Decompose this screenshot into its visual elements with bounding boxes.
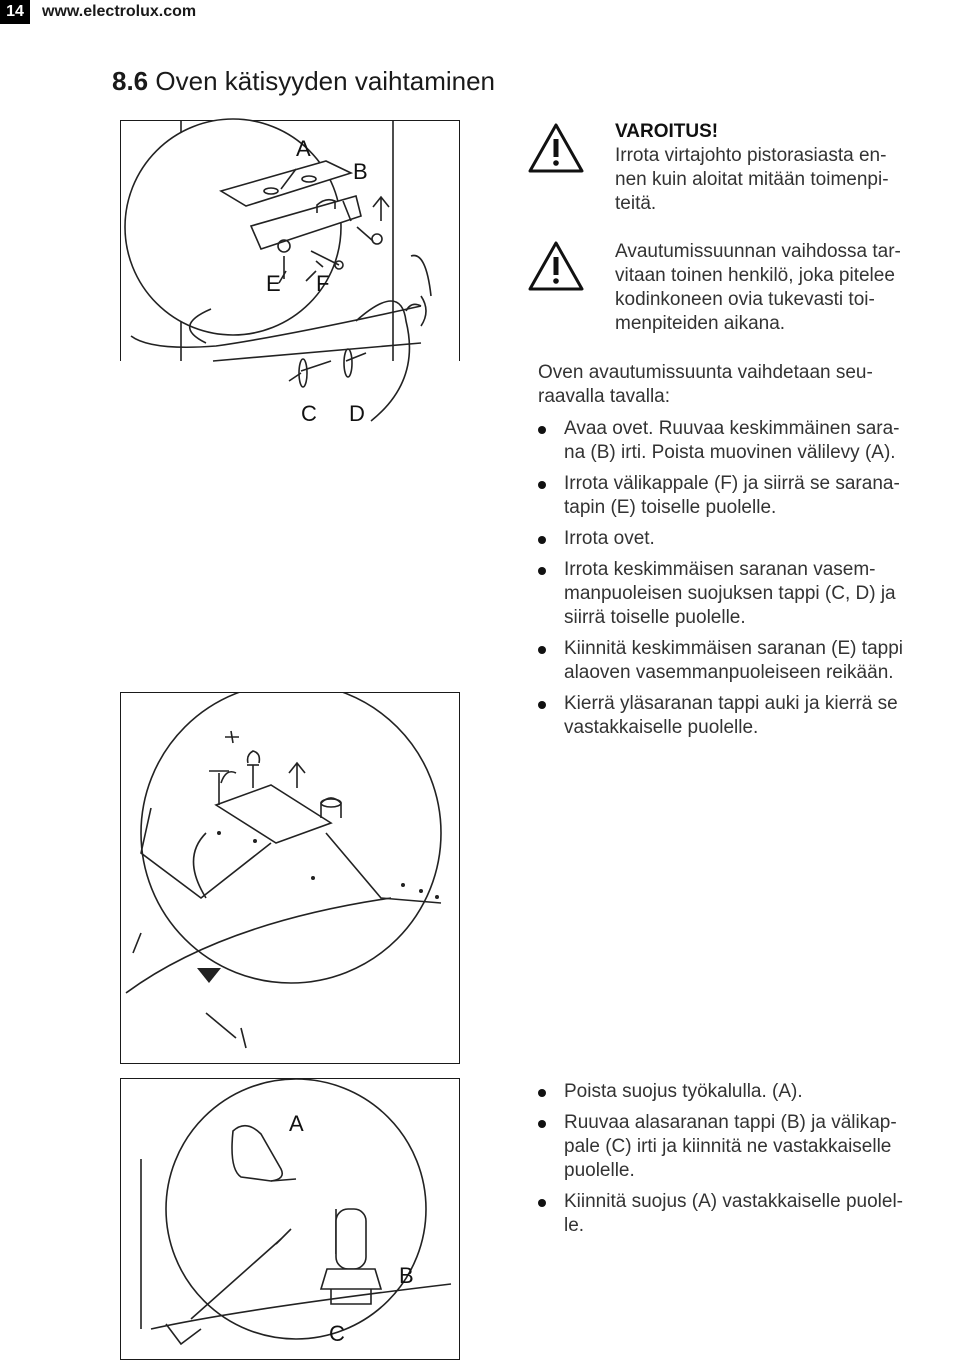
list-item (538, 527, 903, 551)
warning-line: menpiteiden aikana. (615, 313, 786, 334)
warning-triangle-icon (527, 122, 585, 174)
warning-icon-1 (527, 122, 585, 179)
warning-icon-2 (527, 240, 585, 297)
instructions-part-2 (538, 1080, 903, 1245)
warning-block-2 (615, 240, 901, 336)
list-item (538, 472, 903, 520)
list-item-line: Irrota ovet. (564, 528, 655, 549)
list-item-line: manpuoleisen suojuksen tappi (C, D) ja (564, 583, 896, 604)
instructions-part-1 (538, 361, 903, 747)
label-c: C (301, 401, 317, 426)
label-a: A (289, 1111, 304, 1136)
label-e: E (266, 271, 281, 296)
middle-hinge-illustration (121, 121, 459, 481)
list-item-line: tapin (E) toiselle puolelle. (564, 497, 777, 518)
warning-triangle-icon (527, 240, 585, 292)
list-item-line: Kiinnitä suojus (A) vastakkaiselle puolel- (564, 1191, 903, 1212)
figure-middle-hinge (120, 120, 460, 426)
label-a: A (296, 136, 311, 161)
warning-line: kodinkoneen ovia tukevasti toi- (615, 289, 875, 310)
label-d: D (349, 401, 365, 426)
warning-line: vitaan toinen henkilö, joka pitelee (615, 265, 895, 286)
list-item-line: Kierrä yläsaranan tappi auki ja kierrä se (564, 693, 898, 714)
warning-line: teitä. (615, 193, 657, 214)
warning-block-1 (615, 120, 889, 216)
label-f: F (316, 271, 330, 296)
list-item-line: Avaa ovet. Ruuvaa keskimmäinen sara- (564, 418, 900, 439)
list-item-line: le. (564, 1215, 585, 1236)
list-item-line: Ruuvaa alasaranan tappi (B) ja välikap- (564, 1112, 897, 1133)
section-title (112, 66, 495, 97)
steps-list-2 (538, 1080, 903, 1238)
list-item-line: na (B) irti. Poista muovinen välilevy (A). (564, 442, 896, 463)
list-item (538, 1111, 903, 1183)
warning-line: nen kuin aloitat mitään toimenpi- (615, 169, 889, 190)
list-item (538, 1080, 903, 1104)
list-item (538, 1190, 903, 1238)
list-item-line: Kiinnitä keskimmäisen saranan (E) tappi (564, 638, 903, 659)
site-url[interactable]: www.electrolux.com (42, 3, 197, 20)
list-item-line: Irrota välikappale (F) ja siirrä se sarana- (564, 473, 900, 494)
list-item-line: vastakkaiselle puolelle. (564, 717, 759, 738)
section-heading: Oven kätisyyden vaihtaminen (155, 66, 496, 96)
top-hinge-illustration (121, 693, 459, 1063)
list-item (538, 692, 903, 740)
label-c: C (329, 1321, 345, 1346)
page-number: 14 (0, 0, 30, 24)
list-item (538, 558, 903, 630)
warning-line: Avautumissuunnan vaihdossa tar- (615, 241, 901, 262)
bottom-hinge-illustration (121, 1079, 459, 1359)
list-item-line: puolelle. (564, 1160, 635, 1181)
warning-title: VAROITUS! (615, 121, 719, 142)
intro-line: raavalla tavalla: (538, 386, 671, 407)
label-b: B (353, 159, 368, 184)
section-number: 8.6 (112, 66, 149, 96)
list-item-line: Poista suojus työkalulla. (A). (564, 1081, 803, 1102)
intro-line: Oven avautumissuunta vaihdetaan seu- (538, 362, 873, 383)
list-item (538, 637, 903, 685)
list-item-line: pale (C) irti ja kiinnitä ne vastakkaiselle (564, 1136, 892, 1157)
list-item (538, 417, 903, 465)
list-item-line: Irrota keskimmäisen saranan vasem- (564, 559, 876, 580)
list-item-line: siirrä toiselle puolelle. (564, 607, 746, 628)
figure-bottom-hinge (120, 1078, 460, 1360)
list-item-line: alaoven vasemmanpuoleiseen reikään. (564, 662, 894, 683)
page-header (0, 0, 960, 24)
warning-line: Irrota virtajohto pistorasiasta en- (615, 145, 887, 166)
steps-list-1 (538, 417, 903, 740)
label-b: B (399, 1263, 414, 1288)
figure-top-hinge (120, 692, 460, 1064)
